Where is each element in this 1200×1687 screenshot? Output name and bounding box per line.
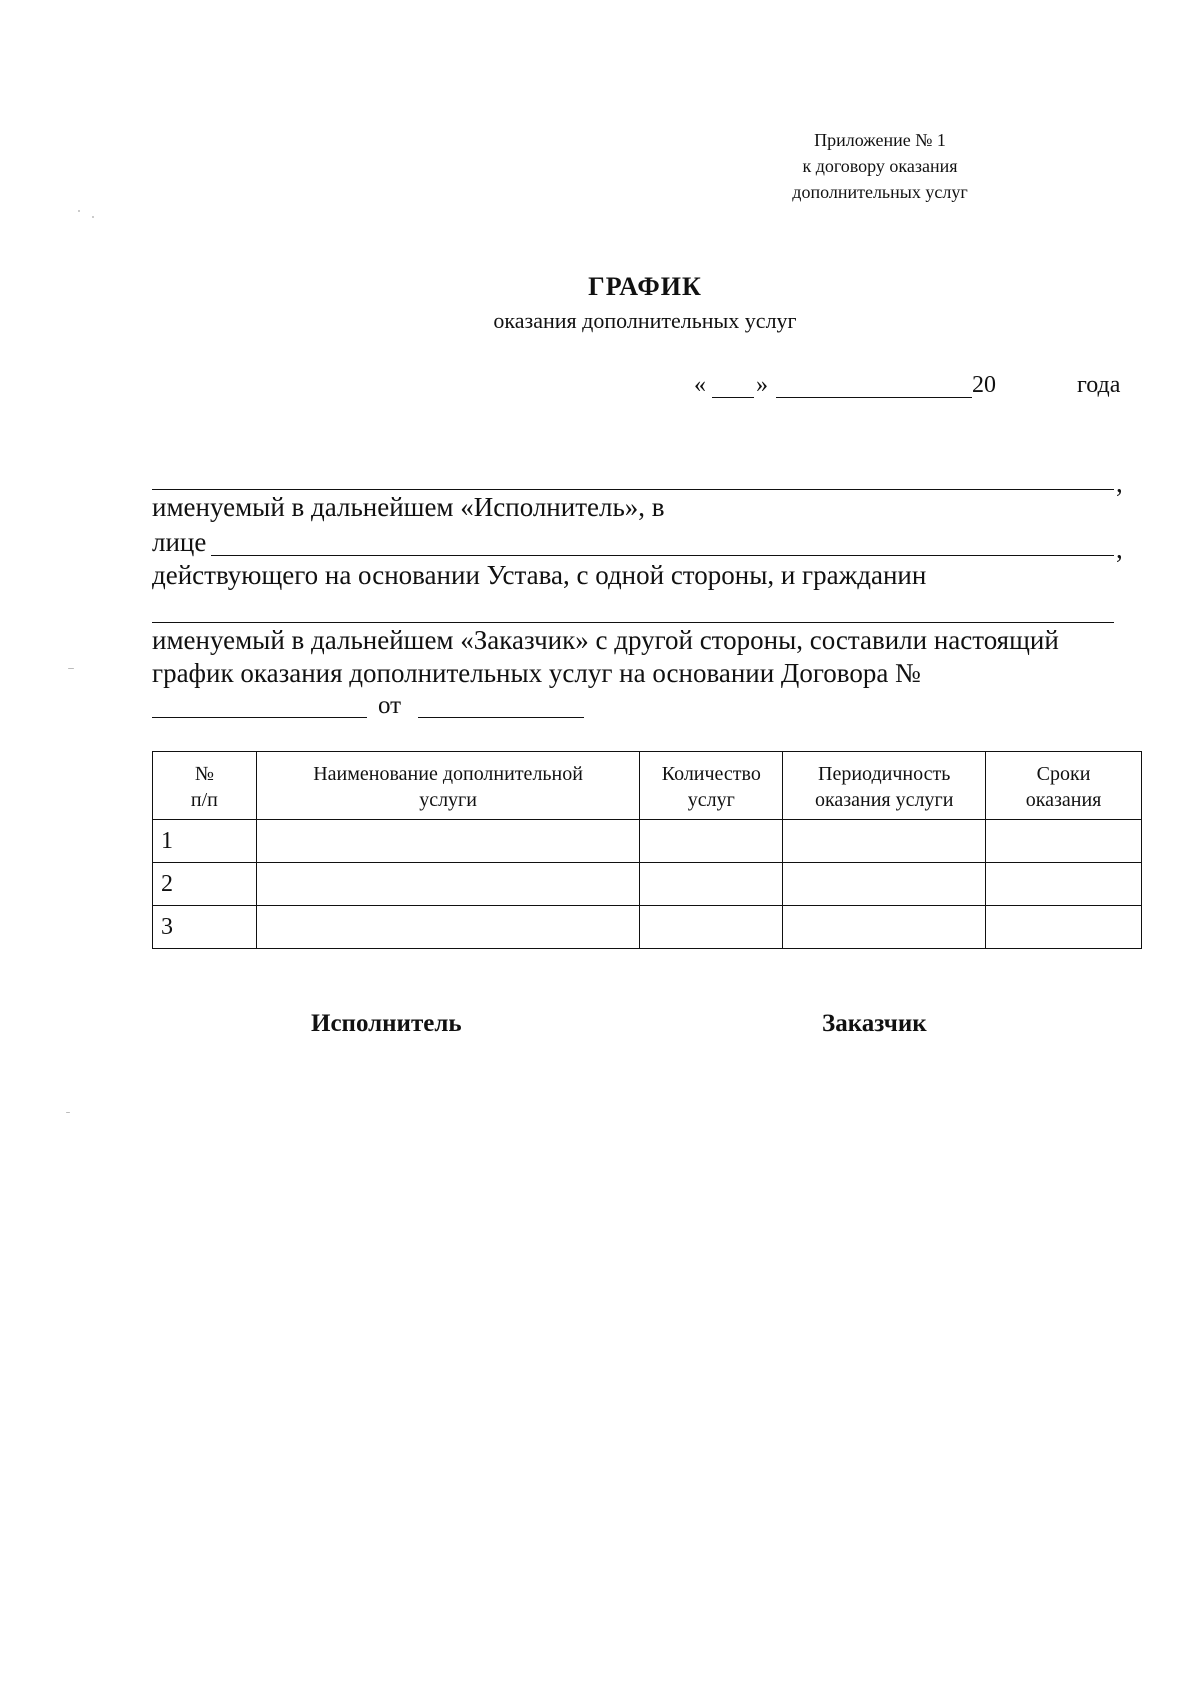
row-number-cell: 2	[153, 863, 257, 906]
row-number-cell: 1	[153, 820, 257, 863]
comma-1: ,	[1116, 468, 1123, 498]
terms-cell[interactable]	[986, 820, 1142, 863]
header-periodicity: Периодичность оказания услуги	[783, 752, 986, 820]
quantity-cell[interactable]	[640, 906, 783, 949]
text-executor: именуемый в дальнейшем «Исполнитель», в	[152, 492, 665, 522]
text-from: от	[378, 692, 402, 719]
appendix-line-1: Приложение № 1	[814, 130, 946, 150]
appendix-header	[760, 127, 1000, 205]
date-close-quote: »	[756, 372, 768, 398]
service-name-cell[interactable]	[256, 820, 640, 863]
customer-name-blank[interactable]	[152, 622, 1114, 623]
service-name-cell[interactable]	[256, 863, 640, 906]
executor-name-blank[interactable]	[152, 489, 1114, 490]
scan-speck	[66, 1112, 70, 1113]
text-basis: действующего на основании Устава, с одной стороны, и гражданин	[152, 560, 927, 590]
document-title: ГРАФИК	[588, 272, 702, 301]
appendix-line-2: к договору оказания	[802, 156, 958, 176]
row-number-cell: 3	[153, 906, 257, 949]
date-line	[690, 372, 1160, 402]
text-schedule: график оказания дополнительных услуг на основании Договора №	[152, 658, 921, 688]
header-service-name: Наименование дополнительной услуги	[256, 752, 640, 820]
terms-cell[interactable]	[986, 906, 1142, 949]
header-number: № п/п	[153, 752, 257, 820]
service-name-cell[interactable]	[256, 906, 640, 949]
quantity-cell[interactable]	[640, 820, 783, 863]
signature-customer: Заказчик	[822, 1010, 927, 1037]
contract-date-blank[interactable]	[418, 717, 584, 718]
appendix-line-3: дополнительных услуг	[792, 182, 968, 202]
scan-speck	[92, 216, 94, 218]
date-day-blank[interactable]	[712, 397, 754, 398]
table-row	[153, 863, 1142, 906]
header-quantity: Количество услуг	[640, 752, 783, 820]
header-terms: Сроки оказания	[986, 752, 1142, 820]
text-customer: именуемый в дальнейшем «Заказчик» с другой стороны, составили настоящий	[152, 625, 1059, 655]
terms-cell[interactable]	[986, 863, 1142, 906]
signature-executor: Исполнитель	[311, 1010, 462, 1037]
schedule-table	[152, 751, 1142, 949]
periodicity-cell[interactable]	[783, 906, 986, 949]
scan-speck	[68, 668, 74, 669]
contract-number-blank[interactable]	[152, 717, 367, 718]
text-person-label: лице	[152, 527, 207, 557]
table-row	[153, 820, 1142, 863]
periodicity-cell[interactable]	[783, 820, 986, 863]
date-year-prefix: 20	[972, 372, 996, 398]
scan-speck	[78, 210, 80, 212]
executor-representative-blank[interactable]	[211, 555, 1114, 556]
table-header-row	[153, 752, 1142, 820]
comma-2: ,	[1116, 534, 1123, 564]
date-open-quote: «	[694, 372, 706, 398]
date-month-blank[interactable]	[776, 397, 972, 398]
table-row	[153, 906, 1142, 949]
quantity-cell[interactable]	[640, 863, 783, 906]
date-year-word: года	[1077, 372, 1121, 398]
document-subtitle: оказания дополнительных услуг	[493, 308, 797, 333]
periodicity-cell[interactable]	[783, 863, 986, 906]
